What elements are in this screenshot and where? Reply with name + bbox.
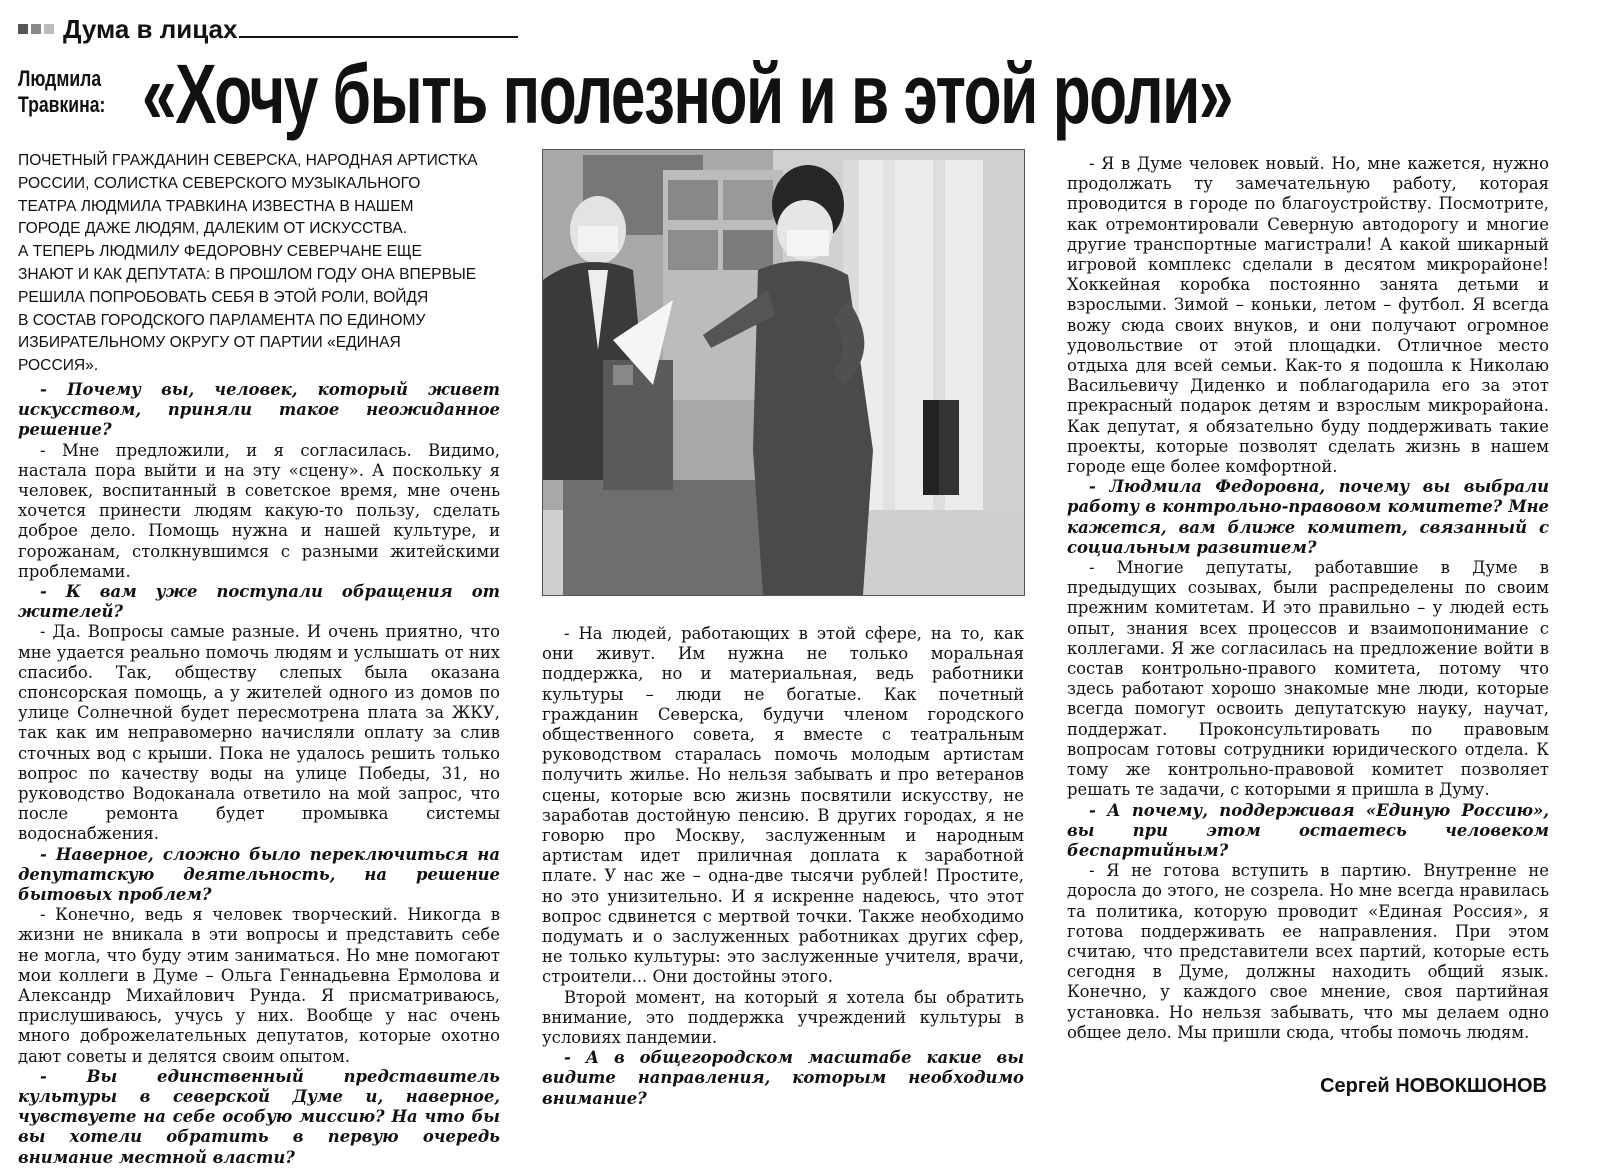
interview-question: - Почему вы, человек, который живет искусством, приняли такое неожиданное решение? (18, 379, 500, 440)
interview-question: - Людмила Федоровна, почему вы выбрали работу в контрольно-правовом комитете? Мне кажется, вам ближе комитет, связанный с социальным развитием? (1067, 477, 1549, 557)
rubric-header (18, 14, 518, 44)
photo-voting-illustration (543, 150, 1024, 595)
column-1-body (18, 380, 500, 1168)
signature-last-name: НОВОКШОНОВ (1395, 1075, 1547, 1097)
interview-question: - Наверное, сложно было переключиться на депутатскую деятельность, на решение бытовых проблем? (18, 844, 500, 905)
interview-answer: - Мне предложили, и я согласилась. Видимо, настала пора выйти и на эту «сцену». А поскольку я человек, воспитанный в советское время, мне очень хочется принести людям какую-то пользу, сделать доброе дело. Помощь нужна и нашей культуре, и горожанам, столкнувшимся с разными житейскими проблемами. (18, 440, 500, 581)
lead-line: ПОЧЕТНЫЙ ГРАЖДАНИН СЕВЕРСКА, НАРОДНАЯ АРТИСТКА (18, 152, 478, 169)
interview-answer: - Я не готова вступить в партию. Внутренне не доросла до этого, не созрела. Но мне всегда нравилась та политика, которую проводит «Единая Россия», я готова поддерживать ее направления. При этом считаю, что представители всех партий, которые есть сегодня в Думе, должны находить общий язык. Конечно, у каждого свое мнение, своя партийная установка. Но нельзя забывать, что мы делаем одно общее дело. Мы пришли сюда, чтобы помочь людям. (1067, 861, 1549, 1042)
lead-line: ИЗБИРАТЕЛЬНОМУ ОКРУГУ ОТ ПАРТИИ «ЕДИНАЯ (18, 334, 401, 352)
interview-answer: - На людей, работающих в этой сфере, на то, как они живут. Им нужна не только моральная поддержка, но и материальная, ведь работники культуры – люди не богатые. Как почетный гражданин Северска, будучи членом городского общественного совета, я вместе с театральным руководством старалась помочь молодым артистам получить жилье. Но нельзя забывать и про ветеранов сцены, которые всю жизнь посвятили искусству, не заработав достойную пенсию. В других городах, я не говорю про Москву, заслуженным и народным артистам идет приличная доплата к заработной плате. У нас же – одна-две тысячи рублей! Простите, но это унизительно. И я искренне надеюсь, что этот вопрос сдвинется с мертвой точки. Также необходимо подумать и о заслуженных работниках других сфер, не только культуры: это заслуженные учителя, врачи, строители... Они достойны этого. (542, 624, 1024, 987)
interview-question: - А почему, поддерживая «Единую Россию», вы при этом остаетесь человеком беспартийным? (1067, 800, 1549, 860)
interview-question: - Вы единственный представитель культуры в северской Думе и, наверное, чувствуете на себе особую миссию? На что бы вы хотели обратить в первую очередь внимание местной власти? (18, 1066, 500, 1167)
headline: «Хочу быть полезной и в этой роли» (142, 47, 1232, 141)
article-signature (1320, 1075, 1547, 1098)
lead-line: ГОРОДЕ ДАЖЕ ЛЮДЯМ, ДАЛЕКИМ ОТ ИСКУССТВА. (18, 220, 408, 238)
interview-answer: - Конечно, ведь я человек творческий. Никогда в жизни не вникала в эти вопросы и представить себе не могла, что буду этим заниматься. Но мне помогают мои коллеги в Думе – Ольга Геннадьевна Ермолова и Александр Михайлович Рунда. Я присматриваюсь, прислушиваюсь, учусь у них. Вообще у нас очень много доброжелательных депутатов, которые охотно дают советы и делятся своим опытом. (18, 905, 500, 1066)
rubric-underline (239, 36, 518, 38)
article-column-3 (1067, 154, 1549, 1043)
interview-answer: Второй момент, на который я хотела бы обратить внимание, это поддержка учреждений культуры в условиях пандемии. (542, 987, 1024, 1048)
lead-line: В СОСТАВ ГОРОДСКОГО ПАРЛАМЕНТА ПО ЕДИНОМУ (18, 311, 426, 329)
rubric-square-icon (18, 24, 28, 34)
interviewee-first-name: Людмила (18, 66, 102, 91)
article-column-1 (18, 150, 500, 1168)
interview-answer: - Да. Вопросы самые разные. И очень приятно, что мне удается реально помочь людям и услышать от них спасибо. Так, обществу слепых была оказана спонсорская помощь, а у жителей одного из домов по улице Солнечной будет пересмотрена плата за ЖКУ, так как им неправомерно начисляли оплату за слив сточных вод с крыши. Пока не удалось решить только вопрос по качеству воды на улице Победы, 31, но руководство Водоканала ответило на мой запрос, что после ремонта будет промывка системы водоснабжения. (18, 622, 500, 844)
rubric-title: Дума в лицах (63, 13, 238, 44)
article-column-2 (542, 624, 1024, 1109)
signature-first-name: Сергей (1320, 1075, 1390, 1097)
interviewee-last-name: Травкина: (18, 92, 106, 117)
article-lead (18, 150, 500, 378)
interview-answer: - Я в Думе человек новый. Но, мне кажется, нужно продолжать ту замечательную работу, которая проводится в городе по благоустройству. Посмотрите, как отремонтировали Северную автодорогу и многие другие транспортные магистрали! А какой шикарный игровой комплекс сделали в десятом микрорайоне! Хоккейная коробка постоянно занята детьми и взрослыми. Зимой – коньки, летом – футбол. Я всегда вожу сюда своих внуков, и они получают огромное удовольствие от этой площадки. Отличное место отдыха для всей семьи. Как-то я подошла к Николаю Васильевичу Диденко и поблагодарила его за этот прекрасный подарок детям и взрослым микрорайона. Как депутат, я обязательно буду поддерживать такие проекты, которые позволят сделать жизнь в нашем городе еще более комфортной. (1067, 154, 1549, 477)
interview-question: - К вам уже поступали обращения от жителей? (18, 582, 500, 622)
lead-line: РЕШИЛА ПОПРОБОВАТЬ СЕБЯ В ЭТОЙ РОЛИ, ВОЙДЯ (18, 288, 429, 306)
interview-question: - А в общегородском масштабе какие вы видите направления, которым необходимо внимание? (542, 1048, 1024, 1108)
rubric-square-icon (31, 24, 41, 34)
interview-answer: - Многие депутаты, работавшие в Думе в предыдущих созывах, были распределены по своим прежним комитетам. И это правильно – у людей есть опыт, знания всех процессов и взаимопонимание с коллегами. Я же согласилась на предложение войти в состав контрольно-правого комитета, потому что здесь работают хорошо знакомые мне люди, которые всегда помогут освоить депутатскую науку, научат, поддержат. Проконсультировать по правовым вопросам готовы сотрудники юридического отдела. К тому же контрольно-правовой комитет позволяет решать те задачи, с которыми я пришла в Думу. (1067, 558, 1549, 800)
lead-line: А ТЕПЕРЬ ЛЮДМИЛУ ФЕДОРОВНУ СЕВЕРЧАНЕ ЕЩЕ (18, 243, 422, 261)
interviewee-name (18, 66, 120, 118)
lead-line: ЗНАЮТ И КАК ДЕПУТАТА: В ПРОШЛОМ ГОДУ ОНА ВПЕРВЫЕ (18, 265, 477, 283)
lead-line: РОССИИ, СОЛИСТКА СЕВЕРСКОГО МУЗЫКАЛЬНОГО (18, 174, 421, 192)
lead-line: ТЕАТРА ЛЮДМИЛА ТРАВКИНА ИЗВЕСТНА В НАШЕМ (18, 197, 414, 215)
lead-line: РОССИЯ». (18, 357, 99, 375)
rubric-square-icon (44, 24, 54, 34)
article-photo (542, 149, 1025, 596)
